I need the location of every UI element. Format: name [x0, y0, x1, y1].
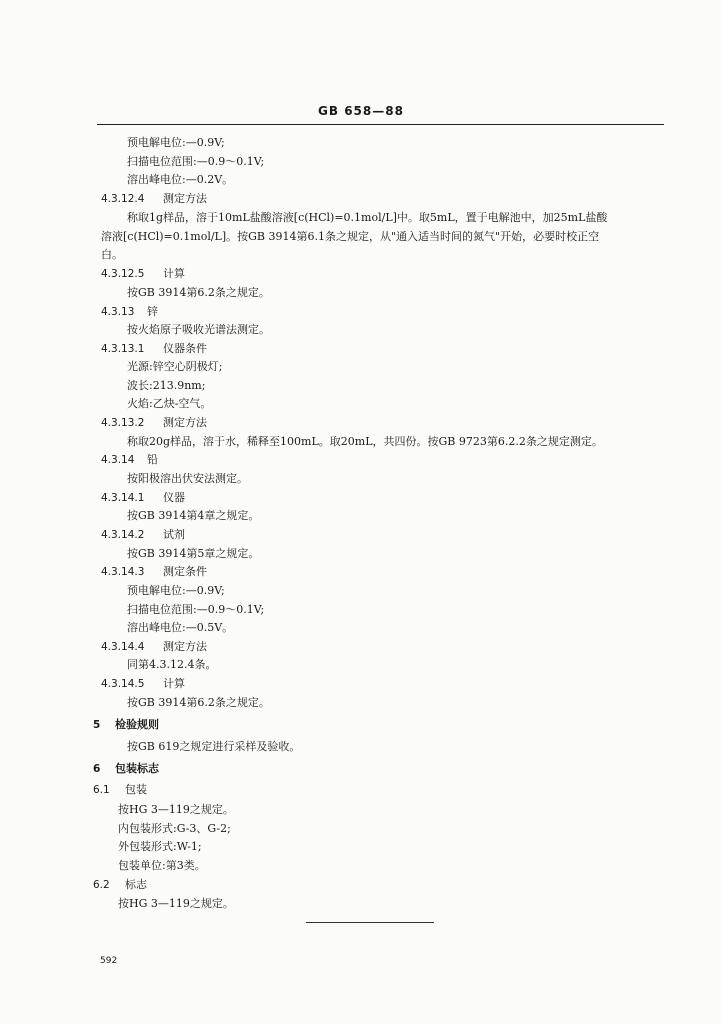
- text-line: 扫描电位范围:—0.9～0.1V;: [127, 603, 265, 616]
- section-heading: [101, 416, 207, 430]
- section-title: 包装: [125, 783, 147, 796]
- section-number: 4.3.13: [101, 306, 135, 318]
- text-line: 称取1g样品，溶于10mL盐酸溶液[c(HCl)=0.1mol/L]中。取5mL，置于电解池中，加25mL盐酸: [127, 211, 608, 224]
- text-line: 包装单位:第3类。: [118, 859, 206, 872]
- section-title: 铅: [147, 453, 158, 466]
- text-line: 内包装形式:G-3、G-2;: [118, 822, 231, 835]
- section-heading: [101, 305, 158, 319]
- header-rule: [97, 124, 664, 125]
- section-number: 4.3.14.4: [101, 641, 145, 653]
- chapter-heading: [93, 762, 159, 776]
- text-line: 光源:锌空心阴极灯;: [127, 360, 223, 373]
- text-line: 按GB 3914第4章之规定。: [127, 509, 260, 522]
- section-number: 4.3.14.3: [101, 566, 145, 578]
- text-line: 按GB 3914第6.2条之规定。: [127, 286, 270, 299]
- section-heading: [101, 677, 185, 691]
- section-title: 计算: [163, 677, 185, 690]
- section-number: 4.3.14.1: [101, 492, 145, 504]
- section-number: 6.1: [93, 784, 110, 796]
- text-line: 扫描电位范围:—0.9～0.1V;: [127, 155, 265, 168]
- chapter-number: 6: [93, 763, 101, 775]
- section-heading: [101, 267, 185, 281]
- section-heading: [101, 640, 207, 654]
- section-number: 4.3.14.5: [101, 678, 145, 690]
- text-line: 预电解电位:—0.9V;: [127, 584, 225, 597]
- section-title: 仪器条件: [163, 342, 207, 355]
- section-number: 4.3.12.5: [101, 268, 145, 280]
- standard-code-header: GB 658—88: [318, 104, 404, 118]
- section-number: 4.3.12.4: [101, 193, 145, 205]
- section-title: 试剂: [163, 528, 185, 541]
- text-line: 外包装形式:W-1;: [118, 840, 202, 853]
- chapter-title: 检验规则: [115, 718, 159, 731]
- text-line: 预电解电位:—0.9V;: [127, 136, 225, 149]
- text-line: 溶出峰电位:—0.5V。: [127, 621, 234, 634]
- footer-rule: [306, 922, 434, 923]
- section-number: 6.2: [93, 879, 110, 891]
- section-number: 4.3.14.2: [101, 529, 145, 541]
- section-heading: [101, 453, 158, 467]
- section-heading: [93, 783, 147, 797]
- text-line: 火焰:乙炔-空气。: [127, 397, 212, 410]
- text-line: 波长:213.9nm;: [127, 379, 206, 392]
- text-line: 白。: [101, 248, 123, 261]
- section-number: 4.3.14: [101, 454, 135, 466]
- section-heading: [101, 192, 207, 206]
- chapter-number: 5: [93, 719, 101, 731]
- section-heading: [101, 342, 207, 356]
- section-heading: [101, 528, 185, 542]
- chapter-heading: [93, 718, 159, 732]
- section-title: 测定方法: [163, 416, 207, 429]
- section-title: 计算: [163, 267, 185, 280]
- text-line: 按火焰原子吸收光谱法测定。: [127, 323, 270, 336]
- section-title: 锌: [147, 305, 158, 318]
- section-title: 仪器: [163, 491, 185, 504]
- text-line: 同第4.3.12.4条。: [127, 658, 217, 671]
- text-line: 按GB 3914第5章之规定。: [127, 547, 260, 560]
- text-line: 溶出峰电位:—0.2V。: [127, 173, 234, 186]
- section-heading: [101, 565, 207, 579]
- text-line: 按HG 3—119之规定。: [118, 803, 234, 816]
- section-title: 测定方法: [163, 192, 207, 205]
- text-line: 称取20g样品，溶于水，稀释至100mL。取20mL，共四份。按GB 9723第6.2.2条之规定测定。: [127, 435, 603, 448]
- text-line: 按阳极溶出伏安法测定。: [127, 472, 248, 485]
- section-title: 测定方法: [163, 640, 207, 653]
- chapter-title: 包装标志: [115, 762, 159, 775]
- section-heading: [93, 878, 147, 892]
- section-title: 标志: [125, 878, 147, 891]
- section-heading: [101, 491, 185, 505]
- section-number: 4.3.13.2: [101, 417, 145, 429]
- page-number: 592: [100, 956, 118, 966]
- section-title: 测定条件: [163, 565, 207, 578]
- text-line: 按GB 619之规定进行采样及验收。: [127, 740, 301, 753]
- text-line: 溶液[c(HCl)=0.1mol/L]。按GB 3914第6.1条之规定，从"通入适当时间的氮气"开始，必要时校正空: [101, 230, 600, 243]
- text-line: 按GB 3914第6.2条之规定。: [127, 696, 270, 709]
- text-line: 按HG 3—119之规定。: [118, 897, 234, 910]
- section-number: 4.3.13.1: [101, 343, 145, 355]
